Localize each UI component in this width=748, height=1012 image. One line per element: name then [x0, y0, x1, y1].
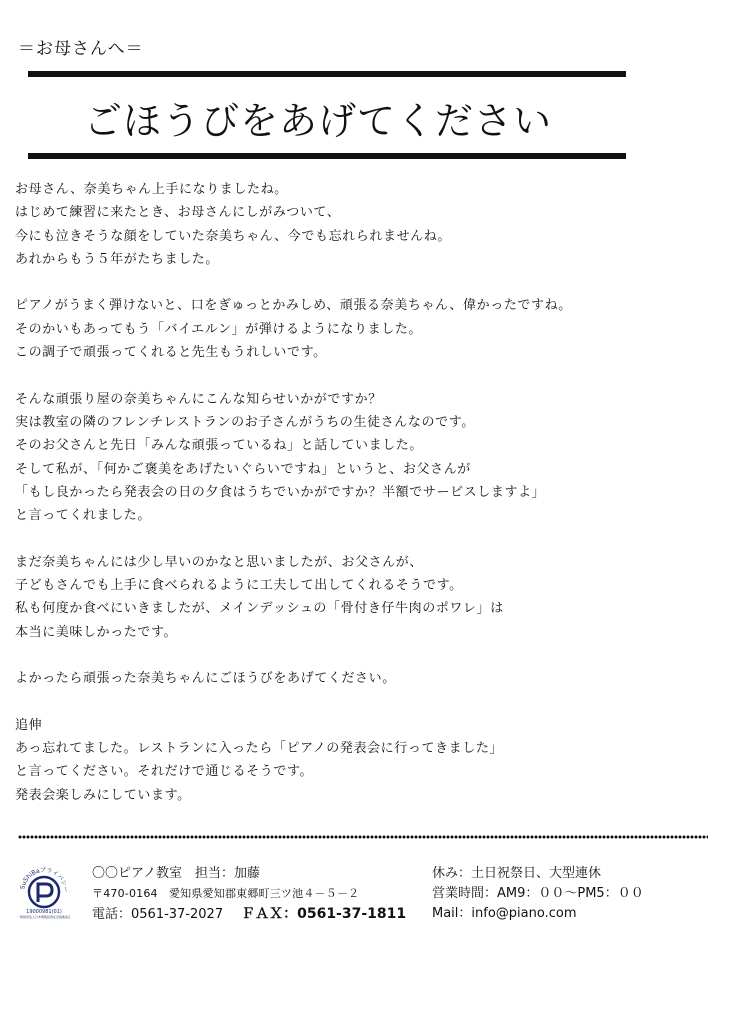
letter-line: この調子で頑張ってくれると先生もうれしいです。: [15, 345, 327, 361]
privacy-mark-arc-text: SuShiBaプライバシー: [19, 866, 70, 893]
school-address: 〒470-0164 愛知県愛知郡東郷町三ツ池４－５－２: [92, 887, 360, 900]
privacy-mark-number: 19000981(01): [26, 909, 62, 915]
letter-line: 私も何度か食べにいきましたが、メインデッシュの「骨付き仔牛肉のポワレ」は: [15, 601, 504, 617]
letter-line: そのお父さんと先日「みんな頑張っているね」と話していました。: [15, 438, 424, 454]
holidays-text: 休み：土日祝祭日、大型連休: [432, 866, 602, 881]
dotted-divider: [18, 834, 708, 840]
letter-line: 実は教室の隣のフレンチレストランのお子さんがうちの生徒さんなのです。: [15, 414, 475, 430]
business-hours: 営業時間：AM9：００～PM5：００: [432, 886, 644, 901]
letter-line: あれからもう５年がたちました。: [15, 251, 220, 267]
svg-text:SuShiBaプライバシー: [19, 867, 69, 893]
paragraph-gap: [15, 364, 735, 387]
letter-line: はじめて練習に来たとき、お母さんにしがみついて、: [15, 205, 341, 221]
fax-number: ＦＡＸ：0561-37-1811: [241, 906, 407, 922]
letter-line: 今にも泣きそうな顔をしていた奈美ちゃん、今でも忘れられませんね。: [15, 228, 451, 244]
letter-line: お母さん、奈美ちゃん上手になりましたね。: [15, 182, 288, 197]
letter-line: あっ忘れてました。レストランに入ったら「ピアノの発表会に行ってきました」: [15, 741, 504, 757]
privacy-mark-logo: [18, 862, 70, 920]
letter-line: 子どもさんでも上手に食べられるように工夫して出してくれるそうです。: [15, 578, 463, 594]
letter-line: 本当に美味しかったです。: [15, 624, 178, 640]
paragraph-gap: [15, 527, 735, 550]
paragraph-gap: [15, 691, 735, 714]
letter-line: と言ってくれました。: [15, 508, 152, 524]
letter-line: と言ってください。それだけで通じるそうです。: [15, 764, 314, 780]
addressee-line: ＝お母さんへ＝: [18, 39, 144, 59]
letter-line: 発表会楽しみにしています。: [15, 787, 191, 803]
letter-line: まだ奈美ちゃんには少し早いのかなと思いましたが、お父さんが、: [15, 554, 424, 570]
hours-block: [432, 864, 644, 924]
letter-line: そのかいもあってもう「バイエルン」が弾けるようになりました。: [15, 321, 423, 337]
letter-line: そして私が、「何かご褒美をあげたいぐらいですね」というと、お父さんが: [15, 461, 471, 477]
phone-row: [92, 904, 406, 925]
letter-line: 追伸: [15, 717, 43, 733]
school-name: 〇〇ピアノ教室 担当：加藤: [92, 866, 260, 881]
paragraph-gap: [15, 644, 735, 667]
paragraph-gap: [15, 271, 735, 294]
phone-number: 電話：0561-37-2027: [92, 907, 224, 922]
title-rule-bottom: [28, 153, 626, 159]
letter-title: ごほうびをあげてください: [84, 99, 553, 143]
letter-body: [15, 178, 735, 807]
title-rule-top: [28, 71, 626, 77]
contact-block: [92, 864, 406, 925]
letter-line: ピアノがうまく弾けないと、口をぎゅっとかみしめ、頑張る奈美ちゃん、偉かったですね。: [15, 298, 572, 314]
privacy-mark-sub: 一般財団法人日本情報経済社会推進協会: [18, 915, 70, 919]
letter-line: よかったら頑張った奈美ちゃんにごほうびをあげてください。: [15, 671, 396, 687]
letter-line: 「もし良かったら発表会の日の夕食はうちでいかがですか？半額でサービスしますよ」: [15, 484, 546, 500]
mail-address: Mail：info@piano.com: [432, 906, 577, 921]
letter-line: そんな頑張り屋の奈美ちゃんにこんな知らせいかがですか？: [15, 391, 382, 407]
privacy-mark-icon: [18, 862, 70, 920]
